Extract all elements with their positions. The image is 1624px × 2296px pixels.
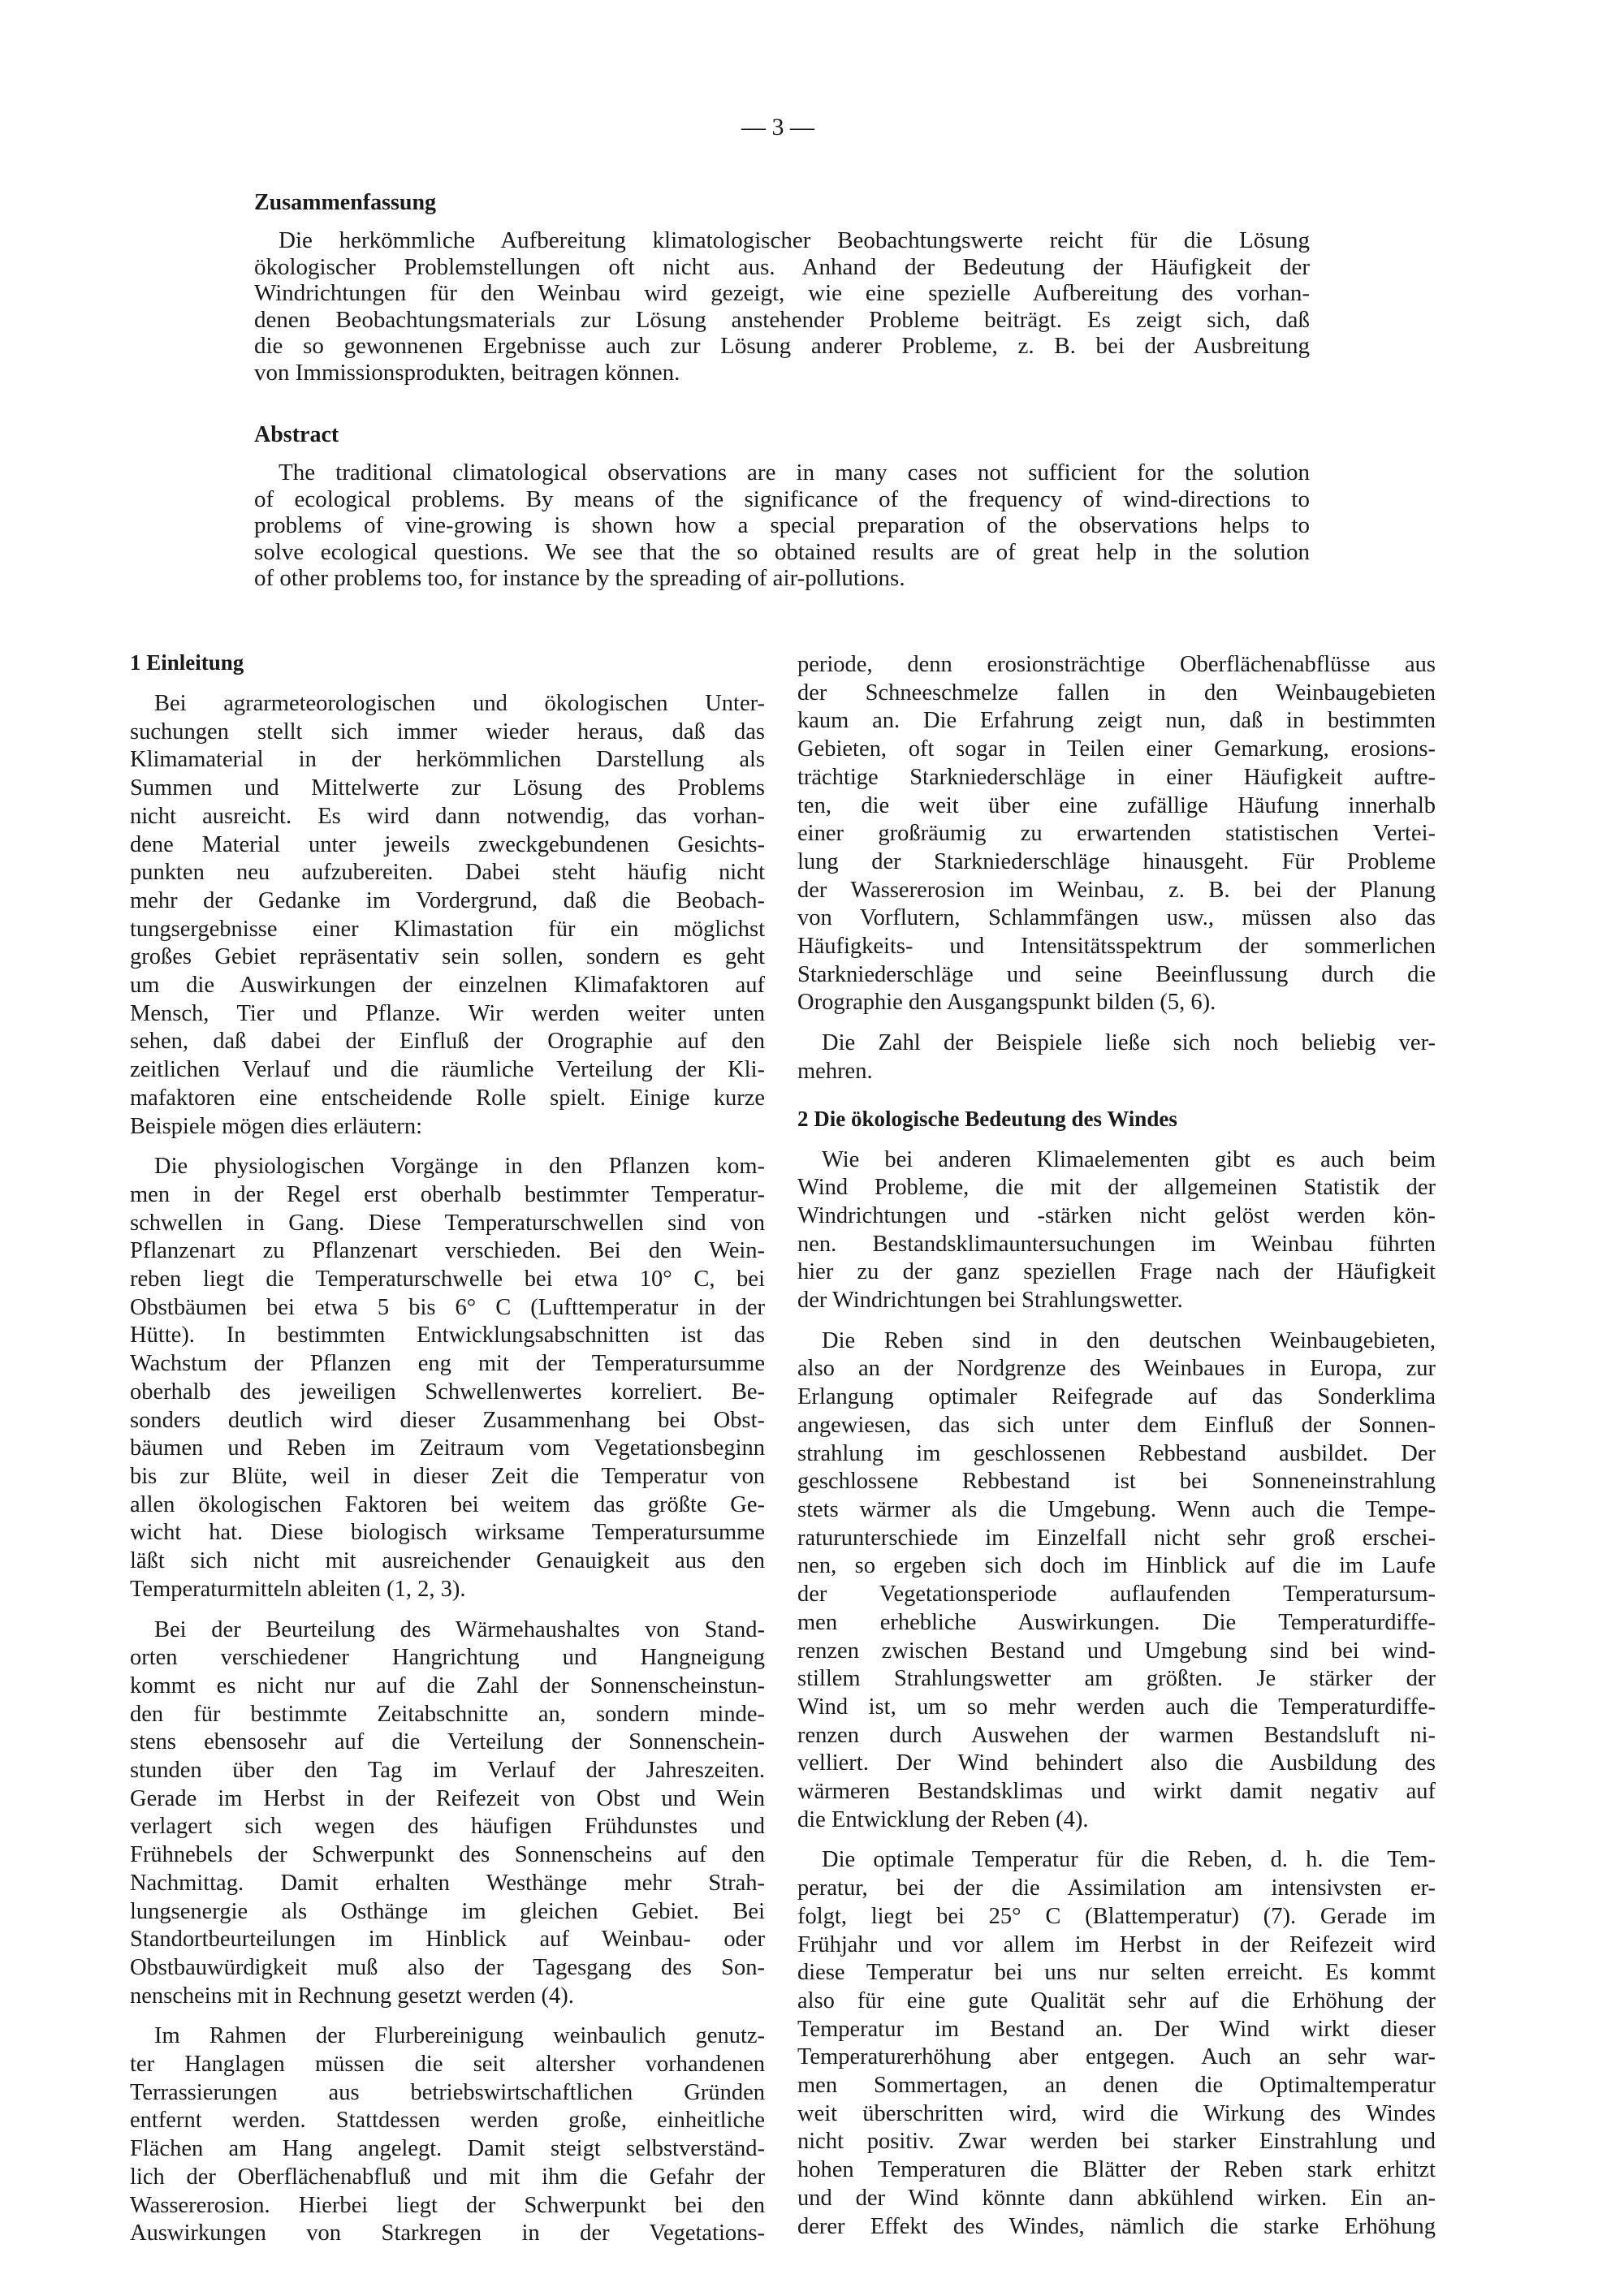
text-line: Temperatur im Bestand an. Der Wind wirkt dieser	[797, 2016, 1436, 2042]
text-line: wicht hat. Diese biologisch wirksame Temperatursumme	[130, 1520, 765, 1546]
text-line: Terrassierungen aus betriebswirtschaftlichen Gründen	[130, 2079, 765, 2105]
text-line: peratur, bei der die Assimilation am intensivsten er-	[797, 1875, 1436, 1901]
text-line: weit überschritten wird, wird die Wirkung des Windes	[797, 2100, 1436, 2126]
text-line: stunden über den Tag im Verlauf der Jahreszeiten.	[130, 1758, 765, 1784]
text-line: Wie bei anderen Klimaelementen gibt es auch beim	[822, 1146, 1436, 1172]
text-line: sehen, daß dabei der Einfluß der Orographie auf den	[130, 1029, 765, 1055]
text-line: Obstbäumen bei etwa 5 bis 6° C (Lufttemperatur in der	[130, 1294, 765, 1320]
text-line: renzen zwischen Bestand und Umgebung sind bei wind-	[797, 1638, 1436, 1664]
text-line: nen, so ergeben sich doch im Hinblick auf die im Laufe	[797, 1553, 1436, 1579]
text-line: nenscheins mit in Rechnung gesetzt werden (4).	[130, 1983, 574, 2009]
text-line: Standortbeurteilungen im Hinblick auf Weinbau- oder	[130, 1927, 765, 1953]
paragraph	[130, 2022, 765, 2248]
text-line: Obstbauwürdigkeit muß also der Tagesgang des Son-	[130, 1954, 765, 1980]
text-line: Starkniederschläge und seine Beeinflussung durch die	[797, 961, 1436, 987]
text-line: Bei agrarmeteorologischen und ökologischen Unter-	[154, 691, 765, 716]
paragraph	[797, 1146, 1436, 1315]
text-line: Gebieten, oft sogar in Teilen einer Gemarkung, erosions-	[797, 736, 1436, 762]
text-line: problems of vine-growing is shown how a special preparation of the observations helps to	[254, 512, 1310, 539]
text-line: die Entwicklung der Reben (4).	[797, 1806, 1089, 1832]
text-line: Die Zahl der Beispiele ließe sich noch beliebig ver-	[822, 1030, 1436, 1056]
text-line: folgt, liegt bei 25° C (Blattemperatur) (7). Gerade im	[797, 1903, 1436, 1929]
text-line: Windrichtungen und -stärken nicht gelöst werden kön-	[797, 1202, 1436, 1228]
section-2-heading: 2 Die ökologische Bedeutung des Windes	[797, 1106, 1177, 1131]
text-line: denen Beobachtungsmaterials zur Lösung anstehender Probleme beiträgt. Es zeigt sich, daß	[254, 306, 1310, 333]
text-line: punkten neu aufzubereiten. Dabei steht häufig nicht	[130, 860, 765, 886]
text-line: einer großräumig zu erwartenden statistischen Vertei-	[797, 821, 1436, 847]
text-line: Frühnebels der Schwerpunkt des Sonnenscheins auf den	[130, 1842, 765, 1868]
text-line: velliert. Der Wind behindert also die Ausbildung des	[797, 1750, 1436, 1776]
text-line: Pflanzenart zu Pflanzenart verschieden. Bei den Wein-	[130, 1238, 765, 1264]
abstract-heading: Abstract	[254, 422, 339, 447]
left-column	[130, 650, 765, 2260]
text-line: derer Effekt des Windes, nämlich die starke Erhöhung	[797, 2213, 1436, 2239]
text-line: ökologischer Problemstellungen oft nicht aus. Anhand der Bedeutung der Häufigkeit der	[254, 253, 1310, 280]
section-1-heading: 1 Einleitung	[130, 650, 244, 675]
text-line: tungsergebnisse einer Klimastation für ein möglichst	[130, 916, 765, 942]
paragraph	[797, 1029, 1436, 1085]
page-number: — 3 —	[741, 114, 814, 140]
text-line: Mensch, Tier und Pflanze. Wir werden weiter unten	[130, 1000, 765, 1026]
right-column	[797, 651, 1436, 2253]
text-line: geschlossene Rebbestand ist bei Sonneneinstrahlung	[797, 1469, 1436, 1495]
text-line: men in der Regel erst oberhalb bestimmter Temperatur-	[130, 1181, 765, 1207]
text-line: Flächen am Hang angelegt. Damit steigt selbstverständ-	[130, 2136, 765, 2162]
text-line: verlagert sich wegen des häufigen Frühdunstes und	[130, 1814, 765, 1840]
text-line: der Windrichtungen bei Strahlungswetter.	[797, 1288, 1183, 1314]
text-line: diese Temperatur bei uns nur selten erreicht. Es kommt	[797, 1960, 1436, 1986]
text-line: Auswirkungen von Starkregen in der Vegetations-	[130, 2220, 765, 2246]
text-line: Die Reben sind in den deutschen Weinbaugebieten,	[822, 1327, 1436, 1353]
text-line: Beispiele mögen dies erläutern:	[130, 1113, 423, 1139]
text-line: Bei der Beurteilung des Wärmehaushaltes von Stand-	[154, 1616, 765, 1642]
text-line: solve ecological questions. We see that the so obtained results are of great help in the solution	[254, 538, 1310, 565]
text-line: der Vegetationsperiode auflaufenden Temperatursum-	[797, 1582, 1436, 1608]
text-line: der Wassererosion im Weinbau, z. B. bei der Planung	[797, 877, 1436, 903]
paragraph	[254, 460, 1310, 592]
text-line: der Schneeschmelze fallen in den Weinbaugebieten	[797, 680, 1436, 706]
paragraph	[254, 227, 1310, 386]
text-line: of other problems too, for instance by the spreading of air-pollutions.	[254, 565, 905, 592]
text-line: ter Hanglagen müssen die seit altersher vorhandenen	[130, 2052, 765, 2078]
paragraph	[797, 1846, 1436, 2241]
text-line: raturunterschiede im Einzelfall nicht sehr groß erschei-	[797, 1525, 1436, 1551]
text-line: trächtige Starkniederschläge in einer Häufigkeit auftre-	[797, 764, 1436, 790]
text-line: mehr der Gedanke im Vordergrund, daß die Beobach-	[130, 887, 765, 913]
text-line: The traditional climatological observations are in many cases not sufficient for the solution	[279, 460, 1310, 486]
abstract-section	[254, 422, 1310, 604]
text-line: hohen Temperaturen die Blätter der Reben stark erhitzt	[797, 2157, 1436, 2183]
text-line: Im Rahmen der Flurbereinigung weinbaulich genutz-	[154, 2023, 765, 2049]
text-line: wärmeren Bestandsklimas und wirkt damit negativ auf	[797, 1779, 1436, 1805]
text-line: sonders deutlich wird dieser Zusammenhang bei Obst-	[130, 1407, 765, 1433]
text-line: stets wärmer als die Umgebung. Wenn auch die Tempe-	[797, 1496, 1436, 1522]
text-line: kommt es nicht nur auf die Zahl der Sonnenscheinstun-	[130, 1672, 765, 1698]
text-line: lich der Oberflächenabfluß und mit ihm die Gefahr der	[130, 2164, 765, 2190]
text-line: Hütte). In bestimmten Entwicklungsabschnitten ist das	[130, 1323, 765, 1349]
text-line: Wassererosion. Hierbei liegt der Schwerpunkt bei den	[130, 2192, 765, 2218]
text-line: also für eine gute Qualität sehr auf die Erhöhung der	[797, 1987, 1436, 2013]
text-line: Klimamaterial in der herkömmlichen Darstellung als	[130, 747, 765, 773]
text-line: den für bestimmte Zeitabschnitte an, sondern minde-	[130, 1701, 765, 1727]
text-line: dene Material unter jeweils zweckgebundenen Gesichts-	[130, 831, 765, 857]
text-line: men erhebliche Auswirkungen. Die Temperaturdiffe-	[797, 1609, 1436, 1635]
text-line: nen. Bestandsklimauntersuchungen im Weinbau führten	[797, 1231, 1436, 1257]
text-line: Temperaturmitteln ableiten (1, 2, 3).	[130, 1576, 466, 1602]
text-line: lungsenergie als Osthänge im gleichen Gebiet. Bei	[130, 1898, 765, 1924]
text-line: bäumen und Reben im Zeitraum vom Vegetationsbeginn	[130, 1435, 765, 1461]
text-line: Wind ist, um so mehr werden auch die Temperaturdiffe-	[797, 1694, 1436, 1720]
text-line: Temperaturerhöhung aber entgegen. Auch an sehr war-	[797, 2044, 1436, 2070]
paragraph	[797, 651, 1436, 1017]
text-line: stens ebensosehr auf die Verteilung der Sonnenschein-	[130, 1729, 765, 1755]
text-line: um die Auswirkungen der einzelnen Klimafaktoren auf	[130, 973, 765, 999]
text-line: Die physiologischen Vorgänge in den Pflanzen kom-	[154, 1154, 765, 1180]
text-line: und der Wind könnte dann abkühlend wirken. Ein an-	[797, 2185, 1436, 2211]
text-line: Frühjahr und vor allem im Herbst in der Reifezeit wird	[797, 1931, 1436, 1957]
text-line: die so gewonnenen Ergebnisse auch zur Lösung anderer Probleme, z. B. bei der Ausbreitung	[254, 333, 1310, 360]
text-line: of ecological problems. By means of the significance of the frequency of wind-directions to	[254, 486, 1310, 512]
zusammenfassung-section	[254, 190, 1310, 399]
paragraph	[130, 690, 765, 1141]
text-line: mehren.	[797, 1058, 873, 1084]
text-line: mafaktoren eine entscheidende Rolle spielt. Einige kurze	[130, 1085, 765, 1111]
text-line: also an der Nordgrenze des Weinbaues in Europa, zur	[797, 1356, 1436, 1382]
text-line: renzen durch Auswehen der warmen Bestandsluft ni-	[797, 1722, 1436, 1748]
text-line: Gerade im Herbst in der Reifezeit von Obst und Wein	[130, 1785, 765, 1811]
text-line: orten verschiedener Hangrichtung und Hangneigung	[130, 1645, 765, 1671]
text-line: Häufigkeits- und Intensitätsspektrum der sommerlichen	[797, 934, 1436, 960]
text-line: lung der Starkniederschläge hinausgeht. Für Probleme	[797, 848, 1436, 874]
text-line: zeitlichen Verlauf und die räumliche Verteilung der Kli-	[130, 1057, 765, 1083]
text-line: stillem Strahlungswetter am größten. Je stärker der	[797, 1666, 1436, 1692]
text-line: Die herkömmliche Aufbereitung klimatologischer Beobachtungswerte reicht für die Lösung	[279, 227, 1310, 253]
text-line: angewiesen, das sich unter dem Einfluß der Sonnen-	[797, 1412, 1436, 1438]
text-line: kaum an. Die Erfahrung zeigt nun, daß in bestimmten	[797, 708, 1436, 734]
text-line: Erlangung optimaler Reifegrade auf das Sonderklima	[797, 1384, 1436, 1410]
text-line: nicht positiv. Zwar werden bei starker Einstrahlung und	[797, 2129, 1436, 2155]
text-line: suchungen stellt sich immer wieder heraus, daß das	[130, 719, 765, 744]
text-line: allen ökologischen Faktoren bei weitem das größte Ge-	[130, 1491, 765, 1517]
text-line: reben liegt die Temperaturschwelle bei etwa 10° C, bei	[130, 1267, 765, 1293]
text-line: oberhalb des jeweiligen Schwellenwertes korreliert. Be-	[130, 1379, 765, 1405]
text-line: Orographie den Ausgangspunkt bilden (5, 6).	[797, 990, 1216, 1016]
text-line: entfernt werden. Stattdessen werden große, einheitliche	[130, 2108, 765, 2134]
text-line: nicht ausreicht. Es wird dann notwendig, das vorhan-	[130, 803, 765, 829]
text-line: men Sommertagen, an denen die Optimaltemperatur	[797, 2073, 1436, 2099]
text-line: periode, denn erosionsträchtige Oberflächenabflüsse aus	[797, 652, 1436, 677]
text-line: läßt sich nicht mit ausreichender Genauigkeit aus den	[130, 1548, 765, 1574]
text-line: ten, die weit über eine zufällige Häufung innerhalb	[797, 792, 1436, 818]
text-line: Windrichtungen für den Weinbau wird gezeigt, wie eine spezielle Aufbereitung des vorhan-	[254, 280, 1310, 307]
text-line: Nachmittag. Damit erhalten Westhänge mehr Strah-	[130, 1870, 765, 1896]
text-line: von Immissionsprodukten, beitragen können.	[254, 359, 680, 386]
paragraph	[130, 1616, 765, 2011]
text-line: Wachstum der Pflanzen eng mit der Temperatursumme	[130, 1351, 765, 1377]
text-line: großes Gebiet repräsentativ sein sollen, sondern es geht	[130, 944, 765, 970]
paragraph	[797, 1327, 1436, 1835]
text-line: schwellen in Gang. Diese Temperaturschwellen sind von	[130, 1210, 765, 1236]
text-line: strahlung im geschlossenen Rebbestand ausbildet. Der	[797, 1440, 1436, 1466]
text-line: Die optimale Temperatur für die Reben, d. h. die Tem-	[822, 1847, 1436, 1873]
text-line: von Vorflutern, Schlammfängen usw., müssen also das	[797, 905, 1436, 931]
paragraph	[130, 1153, 765, 1603]
zusammenfassung-heading: Zusammenfassung	[254, 190, 437, 215]
text-line: bis zur Blüte, weil in dieser Zeit die Temperatur von	[130, 1463, 765, 1489]
text-line: Summen und Mittelwerte zur Lösung des Problems	[130, 775, 765, 801]
text-line: hier zu der ganz speziellen Frage nach der Häufigkeit	[797, 1259, 1436, 1285]
text-line: Wind Probleme, die mit der allgemeinen Statistik der	[797, 1175, 1436, 1201]
